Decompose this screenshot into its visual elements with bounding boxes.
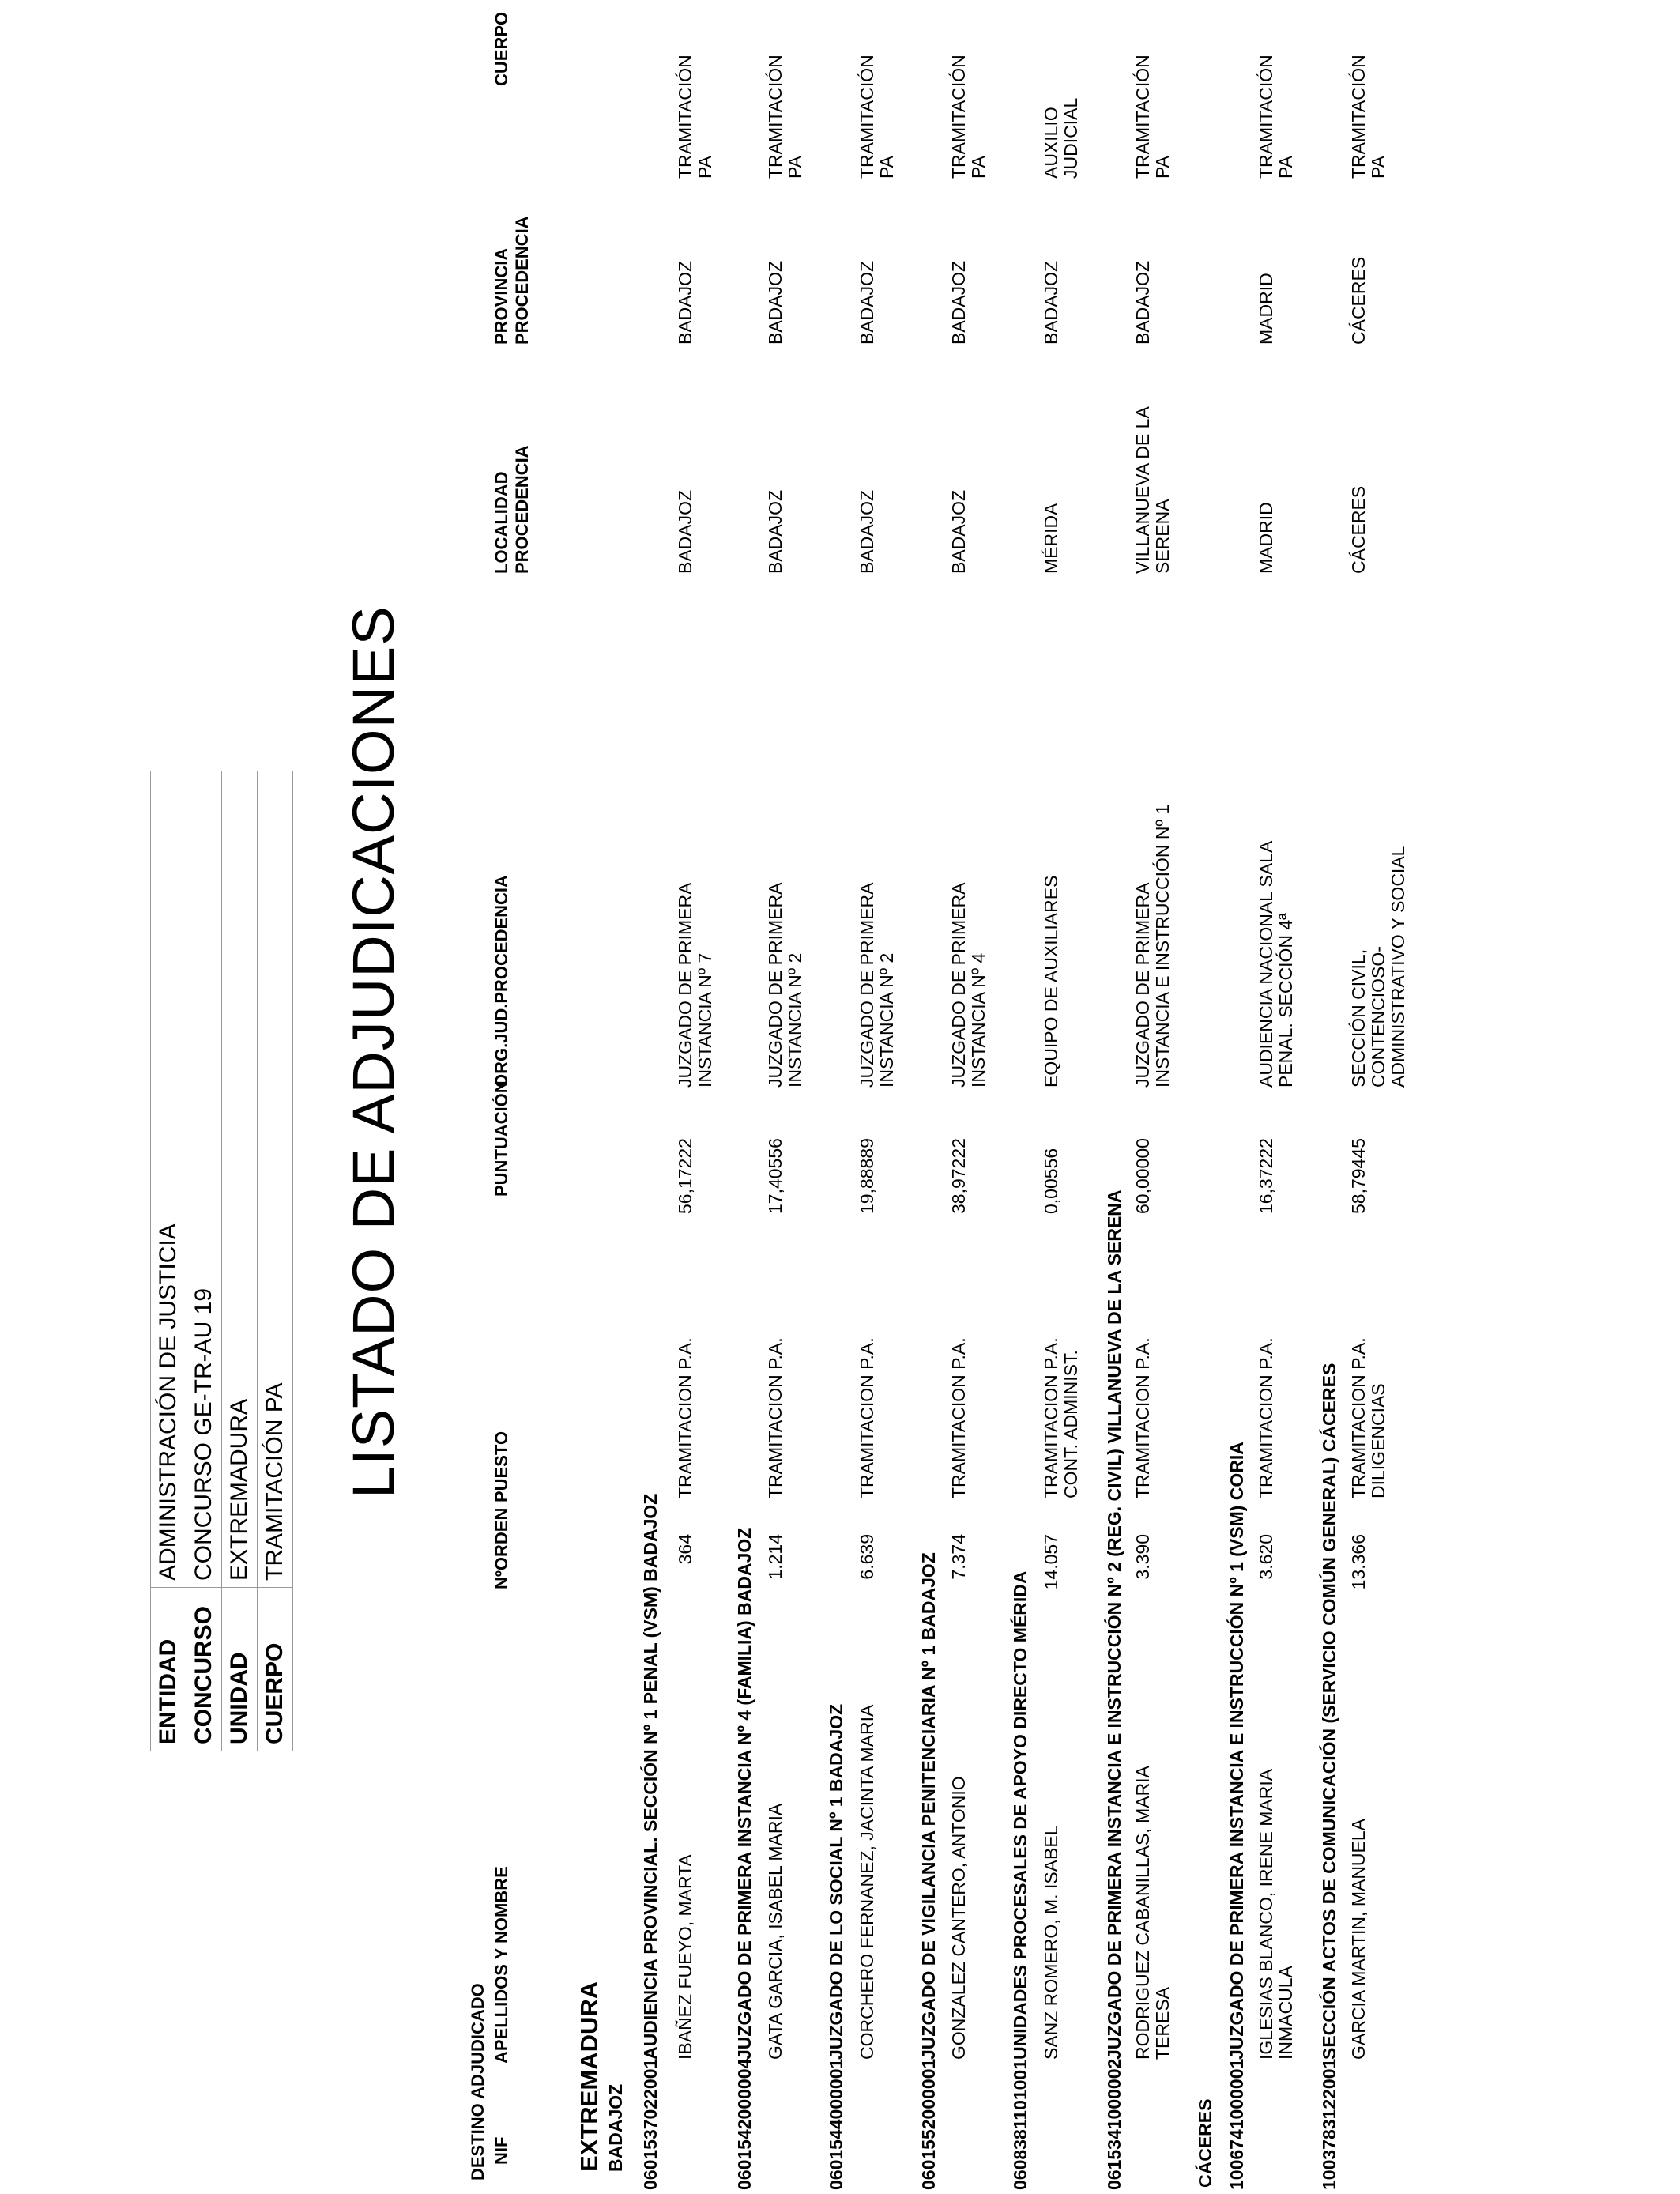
- entry-organo: SECCIÓN ACTOS DE COMUNICACIÓN (SERVICIO COMÚN GENERAL) CÁCERES: [1319, 1363, 1339, 2060]
- entry-code: 0601542000004: [734, 2058, 755, 2190]
- entry-puesto: TRAMITACION P.A.: [857, 1337, 877, 1498]
- entry-org: JUZGADO DE PRIMERA INSTANCIA Nº 2: [857, 882, 897, 1088]
- entry-cuerpo: TRAMITACIÓN PA: [1348, 55, 1388, 179]
- entry-provincia: MADRID: [1256, 273, 1276, 345]
- entry-org: JUZGADO DE PRIMERA INSTANCIA E INSTRUCCIÓN Nº 1: [1132, 804, 1173, 1088]
- header-table: [150, 771, 293, 1751]
- entry-puntuacion: 17,40556: [765, 1138, 785, 1214]
- entry-orden: 1.214: [765, 1534, 785, 1580]
- entry-code: 1006741000001: [1226, 2058, 1247, 2190]
- entry-code: 0601537022001: [640, 2058, 661, 2190]
- entry-orden: 14.057: [1041, 1534, 1061, 1590]
- entry-provincia: BADAJOZ: [765, 260, 785, 345]
- entry-localidad: BADAJOZ: [765, 489, 785, 574]
- entry-puntuacion: 19,88889: [857, 1138, 877, 1214]
- entry-orden: 364: [675, 1534, 695, 1565]
- entry-puesto: TRAMITACION P.A.: [948, 1337, 969, 1498]
- entry-puesto: TRAMITACION P.A. CONT. ADMINIST.: [1041, 1337, 1081, 1498]
- entry-cuerpo: TRAMITACIÓN PA: [765, 55, 805, 179]
- entry-puesto: TRAMITACION P.A.: [1132, 1337, 1153, 1498]
- entry-localidad: MADRID: [1256, 502, 1276, 574]
- entry-localidad: BADAJOZ: [857, 489, 877, 574]
- entry-code: 0608381101001: [1010, 2059, 1030, 2190]
- entry-org: JUZGADO DE PRIMERA INSTANCIA Nº 2: [765, 882, 805, 1088]
- column-localidad: LOCALIDAD PROCEDENCIA: [492, 445, 532, 574]
- entry-puntuacion: 16,37222: [1256, 1138, 1276, 1214]
- column-org: ORG.JUD.PROCEDENCIA: [492, 875, 511, 1088]
- header-row-entidad: [151, 771, 186, 1751]
- entry-organo: JUZGADO DE VIGILANCIA PENITENCIARIA Nº 1 BADAJOZ: [918, 1552, 939, 2060]
- entry-puesto: TRAMITACION P.A.: [675, 1337, 695, 1498]
- entry-name: IBAÑEZ FUEYO, MARTA: [675, 1854, 695, 2060]
- column-orden: NºORDEN: [492, 1507, 511, 1589]
- entry-name: GARCIA MARTIN, MANUELA: [1348, 1818, 1369, 2060]
- header-value: ADMINISTRACIÓN DE JUSTICIA: [151, 771, 186, 1588]
- column-provincia: PROVINCIA PROCEDENCIA: [492, 216, 532, 345]
- entry-organo: AUDIENCIA PROVINCIAL. SECCIÓN Nº 1 PENAL (VSM) BADAJOZ: [640, 1493, 661, 2060]
- province-heading: CÁCERES: [1195, 2098, 1215, 2188]
- entry-puntuacion: 0,00556: [1041, 1148, 1061, 1214]
- entry-cuerpo: TRAMITACIÓN PA: [1132, 55, 1173, 179]
- entry-orden: 6.639: [857, 1534, 877, 1580]
- header-value: CONCURSO GE-TR-AU 19: [186, 771, 222, 1588]
- header-key: UNIDAD: [222, 1588, 258, 1751]
- entry-organo: UNIDADES PROCESALES DE APOYO DIRECTO MÉRIDA: [1010, 1570, 1030, 2060]
- entry-orden: 13.366: [1348, 1534, 1369, 1590]
- column-puntuacion: PUNTUACIÓN: [492, 1080, 511, 1197]
- column-cuerpo: CUERPO: [492, 11, 511, 86]
- entry-provincia: BADAJOZ: [948, 260, 969, 345]
- entry-name: RODRIGUEZ CABANILLAS, MARIA TERESA: [1132, 1766, 1173, 2060]
- entry-provincia: CÁCERES: [1348, 256, 1369, 345]
- entry-org: JUZGADO DE PRIMERA INSTANCIA Nº 4: [948, 882, 989, 1088]
- entry-cuerpo: TRAMITACIÓN PA: [857, 55, 897, 179]
- column-apellidos: APELLIDOS Y NOMBRE: [492, 1866, 511, 2064]
- province-heading: BADAJOZ: [605, 2083, 626, 2172]
- entry-provincia: BADAJOZ: [675, 260, 695, 345]
- entry-orden: 3.390: [1132, 1534, 1153, 1580]
- entry-org: SECCIÓN CIVIL, CONTENCIOSO- ADMINISTRATIVO Y SOCIAL: [1348, 846, 1408, 1088]
- entry-puntuacion: 38,97222: [948, 1138, 969, 1214]
- region-heading: EXTREMADURA: [575, 1981, 603, 2172]
- entry-puntuacion: 56,17222: [675, 1138, 695, 1214]
- entry-organo: JUZGADO DE PRIMERA INSTANCIA E INSTRUCCIÓN Nº 2 (REG. CIVIL) VILLANUEVA DE LA SERENA: [1104, 1189, 1124, 2060]
- header-value: TRAMITACIÓN PA: [258, 771, 293, 1588]
- entry-name: GONZALEZ CANTERO, ANTONIO: [948, 1776, 969, 2060]
- entry-code: 0601552000001: [918, 2058, 939, 2190]
- entry-provincia: BADAJOZ: [857, 260, 877, 345]
- entry-localidad: CÁCERES: [1348, 485, 1369, 574]
- entry-code: 0615341000002: [1104, 2058, 1124, 2190]
- entry-puntuacion: 58,79445: [1348, 1138, 1369, 1214]
- column-puesto: PUESTO: [492, 1431, 511, 1502]
- entry-cuerpo: TRAMITACIÓN PA: [675, 55, 715, 179]
- entry-name: CORCHERO FERNANEZ, JACINTA MARIA: [857, 1704, 877, 2060]
- header-value: EXTREMADURA: [222, 771, 258, 1588]
- entry-code: 0601544000001: [826, 2058, 846, 2190]
- entry-code: 1003783122001: [1319, 2058, 1339, 2190]
- entry-puesto: TRAMITACION P.A. DILIGENCIAS: [1348, 1337, 1388, 1498]
- header-row-concurso: [186, 771, 222, 1751]
- entry-organo: JUZGADO DE PRIMERA INSTANCIA E INSTRUCCIÓN Nº 1 (VSM) CORIA: [1226, 1442, 1247, 2060]
- entry-puesto: TRAMITACION P.A.: [765, 1337, 785, 1498]
- entry-cuerpo: TRAMITACIÓN PA: [1256, 55, 1296, 179]
- entry-localidad: BADAJOZ: [675, 489, 695, 574]
- column-nif: NIF: [492, 2136, 511, 2165]
- header-row-unidad: [222, 771, 258, 1751]
- header-key: CUERPO: [258, 1588, 293, 1751]
- header-key: CONCURSO: [186, 1588, 222, 1751]
- entry-localidad: BADAJOZ: [948, 489, 969, 574]
- page-title: LISTADO DE ADJUDICACIONES: [341, 605, 406, 1498]
- entry-name: GATA GARCIA, ISABEL MARIA: [765, 1803, 785, 2060]
- header-row-cuerpo: [258, 771, 293, 1751]
- entry-organo: JUZGADO DE LO SOCIAL Nº 1 BADAJOZ: [826, 1703, 846, 2060]
- entry-localidad: VILLANUEVA DE LA SERENA: [1132, 406, 1173, 574]
- entry-organo: JUZGADO DE PRIMERA INSTANCIA Nº 4 (FAMILIA) BADAJOZ: [734, 1527, 755, 2060]
- entry-localidad: MÉRIDA: [1041, 503, 1061, 574]
- entry-cuerpo: AUXILIO JUDICIAL: [1041, 97, 1081, 179]
- entry-name: SANZ ROMERO, M. ISABEL: [1041, 1825, 1061, 2060]
- entry-orden: 7.374: [948, 1534, 969, 1580]
- entry-org: JUZGADO DE PRIMERA INSTANCIA Nº 7: [675, 882, 715, 1088]
- entry-cuerpo: TRAMITACIÓN PA: [948, 55, 989, 179]
- entry-name: IGLESIAS BLANCO, IRENE MARIA INMACULA: [1256, 1768, 1296, 2060]
- entry-orden: 3.620: [1256, 1534, 1276, 1580]
- entry-org: AUDIENCIA NACIONAL SALA PENAL. SECCIÓN 4ª: [1256, 840, 1296, 1088]
- column-destino: DESTINO ADJUDICADO: [468, 1983, 488, 2181]
- entry-puesto: TRAMITACION P.A.: [1256, 1337, 1276, 1498]
- entry-provincia: BADAJOZ: [1132, 260, 1153, 345]
- entry-puntuacion: 60,00000: [1132, 1138, 1153, 1214]
- header-key: ENTIDAD: [151, 1588, 186, 1751]
- entry-provincia: BADAJOZ: [1041, 260, 1061, 345]
- entry-org: EQUIPO DE AUXILIARES: [1041, 875, 1061, 1088]
